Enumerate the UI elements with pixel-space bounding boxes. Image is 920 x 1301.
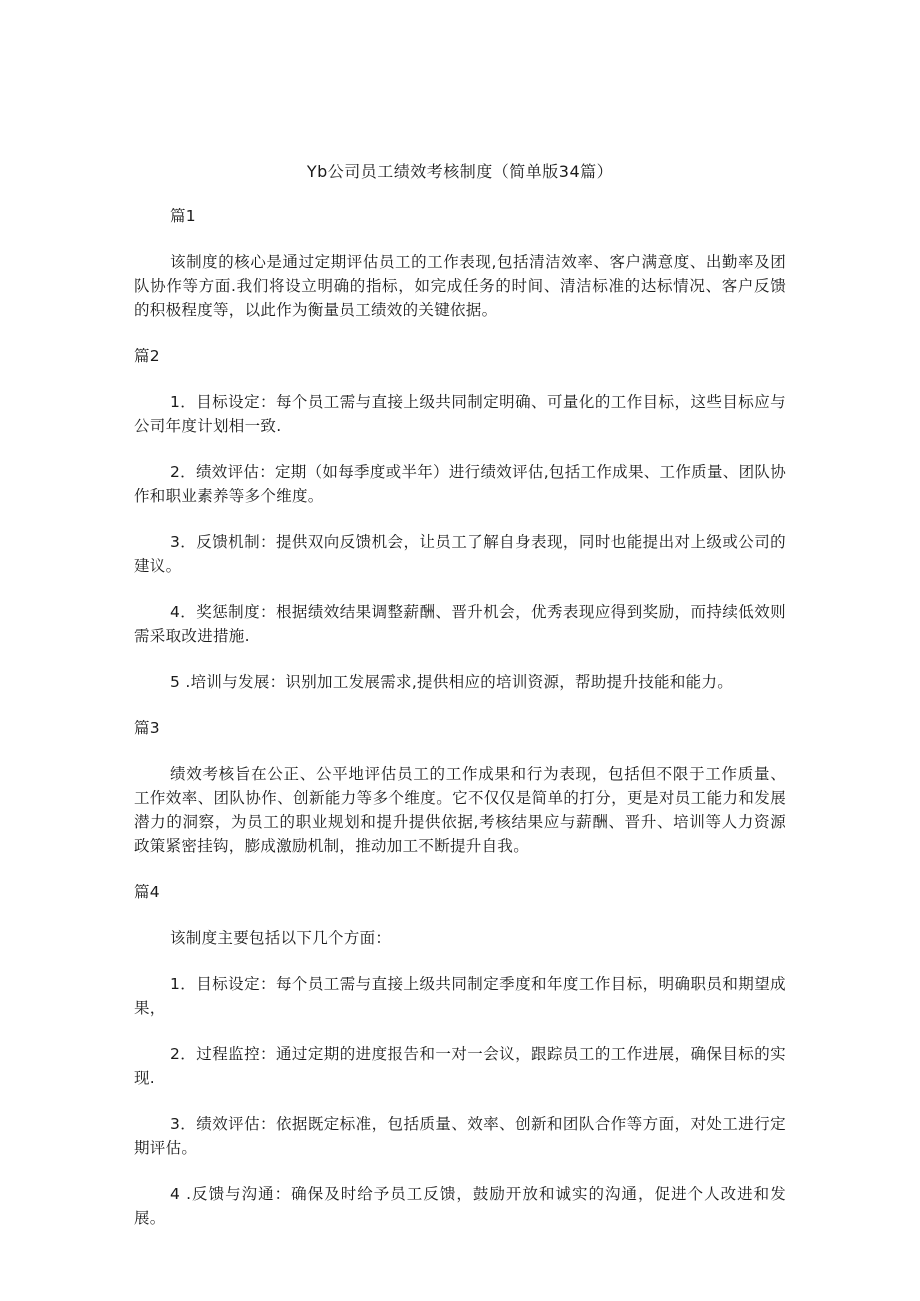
- section-4-item-3: 3．绩效评估：依据既定标准，包括质量、效率、创新和团队合作等方面，对处工进行定期评估。: [134, 1115, 786, 1157]
- section-2-item-4: 4．奖惩制度：根据绩效结果调整薪酬、晋升机会，优秀表现应得到奖励，而持续低效则需采取改进措施.: [134, 603, 786, 645]
- section-3-paragraph: 绩效考核旨在公正、公平地评估员工的工作成果和行为表现，包括但不限于工作质量、工作效率、团队协作、创新能力等多个维度。它不仅仅是简单的打分，更是对员工能力和发展潜力的洞察，为员工的职业规划和提升提供依据,考核结果应与薪酬、晋升、培训等人力资源政策紧密挂钩，膨成激励机制，推动加工不断提升自我。: [134, 765, 786, 855]
- section-1-paragraph: 该制度的核心是通过定期评估员工的工作表现,包括清洁效率、客户满意度、出勤率及团队协作等方面.我们将设立明确的指标，如完成任务的时间、清洁标准的达标情况、客户反馈的积极程度等，以此作为衡量员工绩效的关键依据。: [134, 253, 786, 319]
- document-body: [134, 204, 786, 1252]
- section-2-item-5: 5 .培训与发展：识别加工发展需求,提供相应的培训资源，帮助提升技能和能力。: [170, 673, 734, 691]
- section-4-item-2: 2．过程监控：通过定期的进度报告和一对一会议，跟踪员工的工作进展，确保目标的实现.: [134, 1045, 786, 1087]
- section-label-1: 篇1: [170, 207, 196, 225]
- section-label-2: 篇2: [134, 347, 160, 365]
- section-label-4: 篇4: [134, 883, 160, 901]
- section-2-item-3: 3．反馈机制：提供双向反馈机会，让员工了解自身表现，同时也能提出对上级或公司的建议。: [134, 533, 786, 575]
- section-4-item-4: 4 .反馈与沟通：确保及时给予员工反馈，鼓励开放和诚实的沟通，促进个人改进和发展。: [134, 1185, 786, 1227]
- section-label-3: 篇3: [134, 719, 160, 737]
- section-4-intro: 该制度主要包括以下几个方面：: [170, 929, 392, 947]
- document-title: Yb公司员工绩效考核制度（简单版34篇）: [306, 162, 614, 181]
- section-2-item-2: 2．绩效评估：定期（如每季度或半年）进行绩效评估,包括工作成果、工作质量、团队协作和职业素养等多个维度。: [134, 463, 786, 505]
- section-4-item-1: 1．目标设定：每个员工需与直接上级共同制定季度和年度工作目标，明确职员和期望成果，: [134, 975, 786, 1017]
- section-2-item-1: 1．目标设定：每个员工需与直接上级共同制定明确、可量化的工作目标，这些目标应与公司年度计划相一致.: [134, 393, 786, 435]
